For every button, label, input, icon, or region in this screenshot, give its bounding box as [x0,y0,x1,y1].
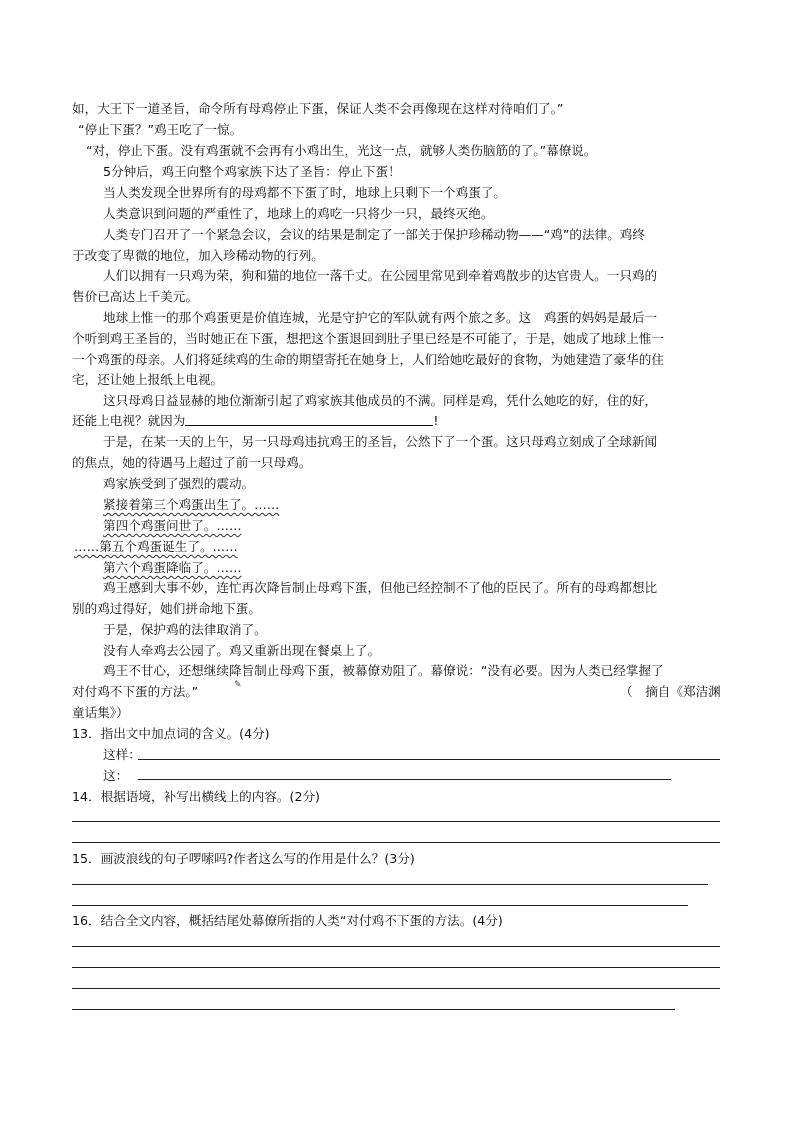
source-citation: 童话集》） [72,705,129,720]
blank-end-mark: ! [433,413,439,428]
question-14: 14．根据语境，补写出横线上的内容。(2分) [72,789,320,804]
passage-line: 5分钟后，鸡王向整个鸡家族下达了圣旨：停止下蛋！ [103,164,401,179]
wavy-line-sentence: ……第五个鸡蛋诞生了。…… [74,539,238,554]
q16-answer-line[interactable] [72,946,720,947]
text-cursor-icon: ✎ [234,680,242,690]
passage-line: 个听到鸡王圣旨的，当时她正在下蛋，想把这个蛋退回到肚子里已经是不可能了，于是，她成了地球上惟一 [72,331,664,346]
passage-line: 当人类发现全世界所有的母鸡都不下蛋了时，地球上只剩下一个鸡蛋了。 [103,185,506,200]
fill-in-blank[interactable] [185,411,433,426]
passage-line: 一个鸡蛋的母亲。人们将延续鸡的生命的期望寄托在她身上，人们给她吃最好的食物，为她建造了豪华的住 [72,352,664,367]
passage-line: 于是，保护鸡的法律取消了。 [103,622,267,637]
passage-line: 的焦点，她的待遇马上超过了前一只母鸡。 [72,455,312,470]
passage-line: 如，大王下一道圣旨，命令所有母鸡停止下蛋，保证人类不会再像现在这样对待咱们了。” [72,101,564,116]
passage-line: 鸡家族受到了强烈的震动。 [103,476,255,491]
wavy-line-sentence: 第六个鸡蛋降临了。…… [103,560,242,575]
passage-line: 售价已高达上千美元。 [72,289,198,304]
question-13: 13．指出文中加点词的含义。(4分) [72,726,270,741]
passage-line: 于改变了卑微的地位，加入珍稀动物的行列。 [72,248,324,263]
passage-line: “对，停止下蛋。没有鸡蛋就不会再有小鸡出生，光这一点，就够人类伤脑筋的了。”幕僚说。 [86,143,597,158]
passage-line: 人类意识到问题的严重性了，地球上的鸡吃一只将少一只，最终灭绝。 [103,206,494,221]
passage-line-with-blank [72,410,438,431]
q14-answer-line[interactable] [72,821,720,822]
passage-line: 没有人牵鸡去公园了。鸡又重新出现在餐桌上了。 [103,643,381,658]
passage-line: 对付鸡不下蛋的方法。” [72,684,199,699]
q13-label-zhe: 这： [103,768,129,783]
source-citation: （ 摘自《郑洁渊 [620,684,721,699]
wavy-line-sentence: 紧接着第三个鸡蛋出生了。…… [103,497,280,512]
passage-line: 人类专门召开了一个紧急会议，会议的结果是制定了一部关于保护珍稀动物——“鸡”的法律。鸡终 [103,227,645,242]
passage-line: 鸡王感到大事不妙，连忙再次降旨制止母鸡下蛋，但他已经控制不了他的臣民了。所有的母鸡都想比 [103,580,658,595]
q16-answer-line[interactable] [72,1009,675,1010]
passage-line: 这只母鸡日益显赫的地位渐渐引起了鸡家族其他成员的不满。同样是鸡，凭什么她吃的好，住的好， [103,393,658,408]
q15-answer-line[interactable] [72,905,688,906]
q16-answer-line[interactable] [72,967,720,968]
q15-answer-line[interactable] [72,884,708,885]
q16-answer-line[interactable] [72,988,720,989]
passage-line: 地球上惟一的那个鸡蛋更是价值连城，光是守护它的军队就有两个旅之多。这 鸡蛋的妈妈是最后一 [103,310,658,325]
question-16: 16．结合全文内容，概括结尾处幕僚所指的人类“对付鸡不下蛋的方法。(4分) [72,913,503,928]
passage-line: 宅，还让她上报纸上电视。 [72,372,224,387]
q13-answer-line-b[interactable] [138,779,671,780]
passage-line: 于是，在某一天的上午，另一只母鸡违抗鸡王的圣旨，公然下了一个蛋。这只母鸡立刻成了全球新闻 [103,434,658,449]
passage-line: 鸡王不甘心，还想继续降旨制止母鸡下蛋，被幕僚劝阻了。幕僚说：“没有必要。因为人类已经掌握了 [103,663,664,678]
wavy-line-sentence: 第四个鸡蛋问世了。…… [103,518,242,533]
question-15: 15．画波浪线的句子啰嗦吗?作者这么写的作用是什么？(3分) [72,851,415,866]
q13-label-zheyang: 这样： [103,747,141,762]
q13-answer-line-a[interactable] [138,759,720,760]
passage-line: 人们以拥有一只鸡为荣，狗和猫的地位一落千丈。在公园里常见到牵着鸡散步的达官贵人。一只鸡的 [103,268,658,283]
passage-line: 别的鸡过得好，她们拼命地下蛋。 [72,601,261,616]
q14-answer-line[interactable] [72,842,720,843]
blank-prompt: 还能上电视？就因为 [72,413,186,428]
passage-line: “停止下蛋？”鸡王吃了一惊。 [78,122,243,137]
